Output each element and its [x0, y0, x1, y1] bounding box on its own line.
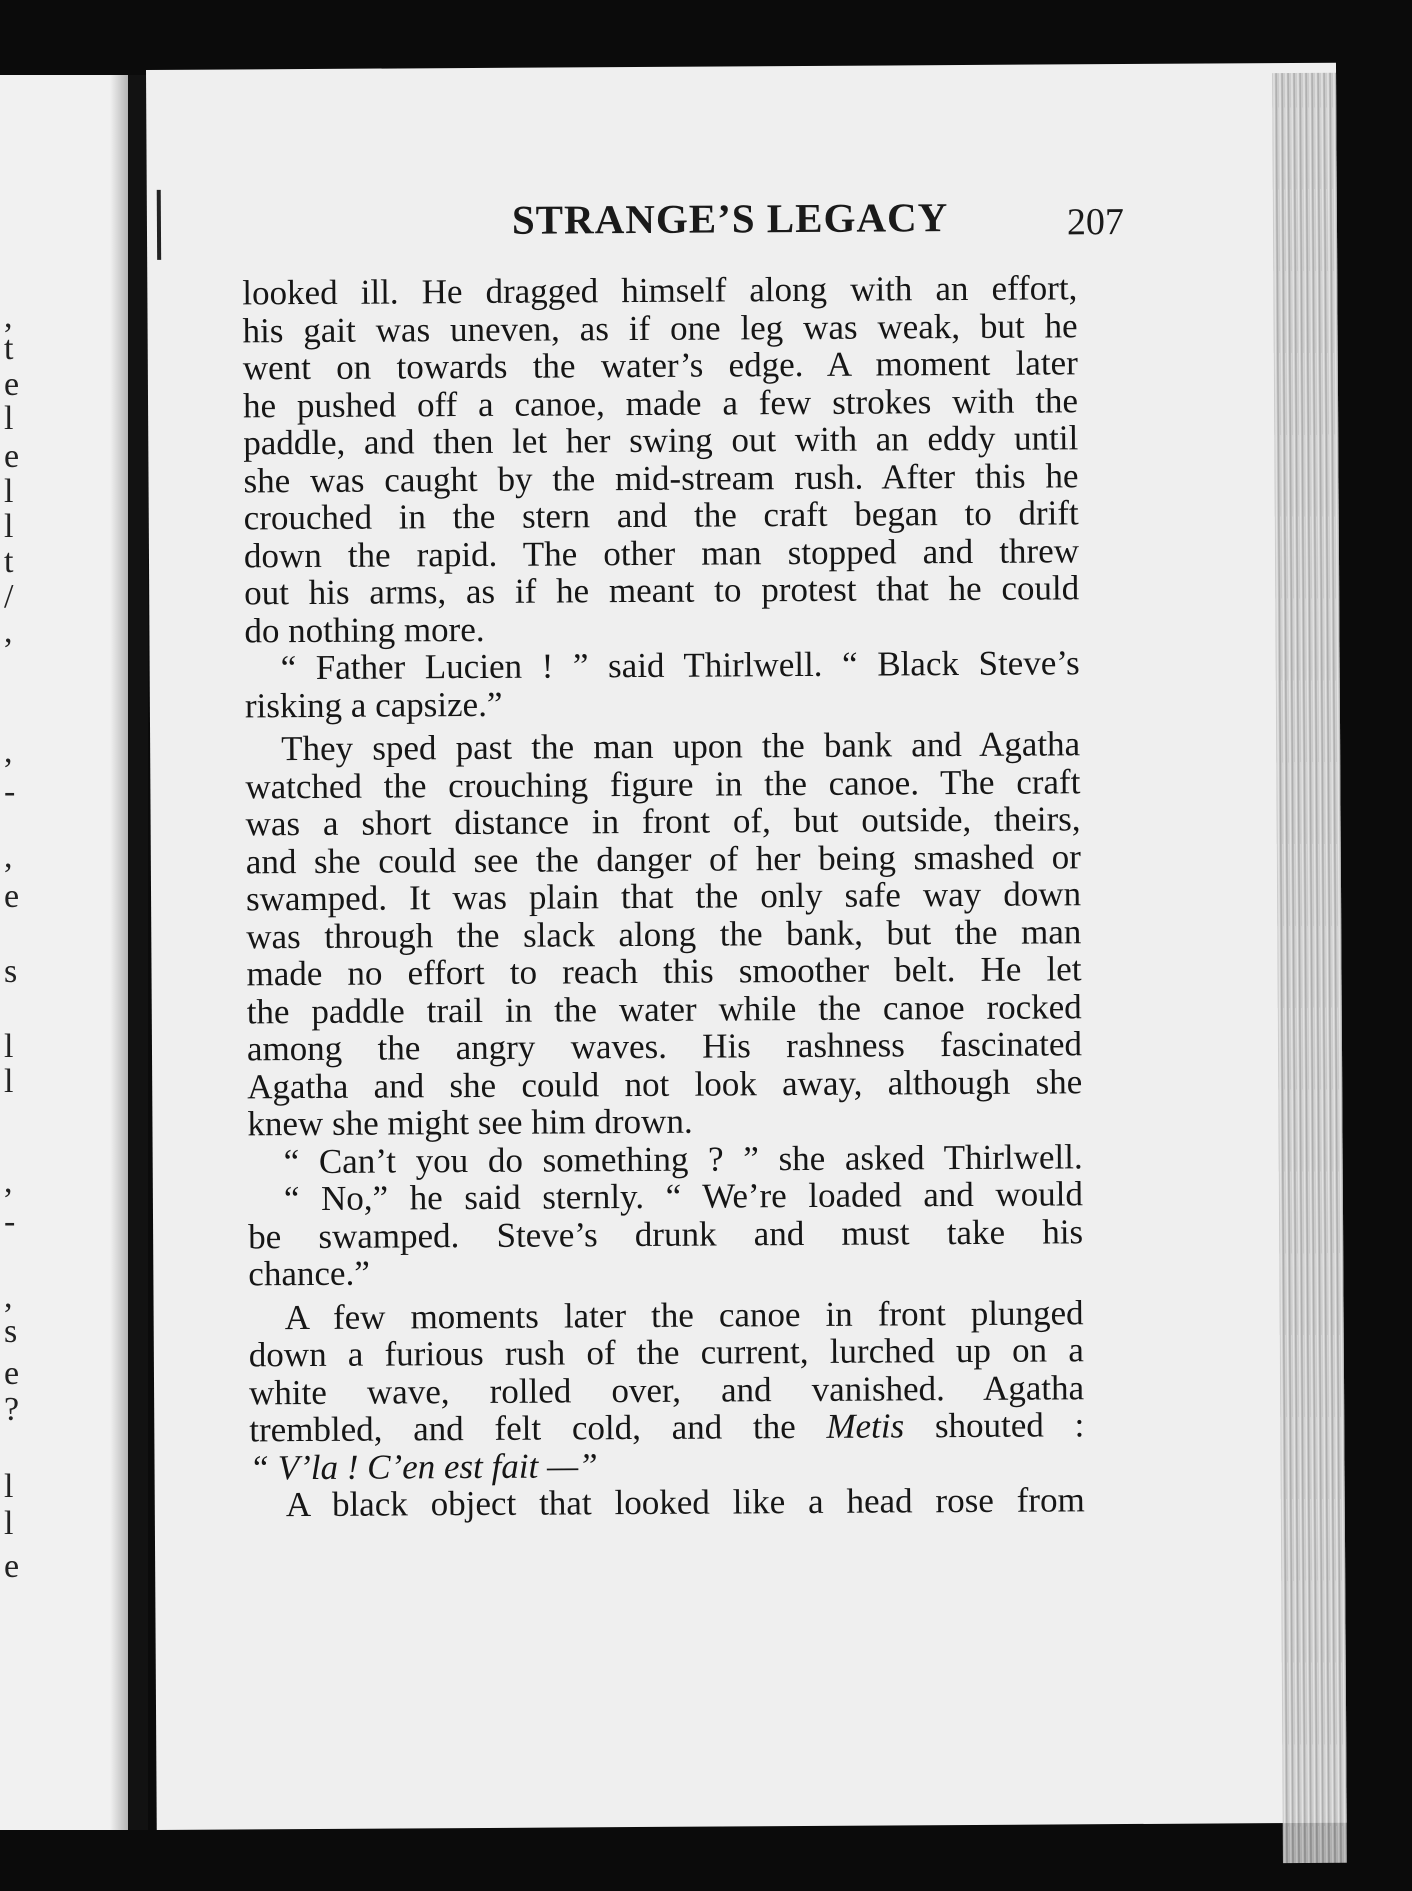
margin-fragment: , — [4, 298, 13, 335]
margin-fragment: l — [4, 1505, 14, 1542]
margin-fragment: s — [4, 953, 18, 990]
text-line: risking a capsize.” — [244, 684, 503, 725]
margin-fragment: - — [4, 773, 16, 810]
margin-fragment: ? — [4, 1391, 20, 1428]
text-line: do nothing more. — [244, 609, 485, 650]
margin-fragment: / — [4, 578, 14, 615]
margin-fragment: e — [4, 1355, 20, 1392]
text-line-with-italic — [249, 1406, 1084, 1449]
text-line: his gait was uneven, as if one leg was weak, but he — [242, 305, 1078, 350]
text-line: “ V’la ! C’en est fait —” — [249, 1445, 598, 1487]
text-line: she was caught by the mid-stream rush. After this he — [243, 455, 1079, 500]
book-binding — [128, 75, 148, 1830]
margin-fragment: , — [4, 838, 13, 875]
page-header — [147, 191, 1337, 258]
margin-fragment: t — [4, 543, 14, 580]
text-line: the paddle trail in the water while the canoe rocked — [246, 986, 1082, 1031]
text-line: out his arms, as if he meant to protest that he could — [244, 568, 1080, 613]
text-line: chance.” — [248, 1253, 370, 1294]
text-line: Agatha and she could not look away, although she — [247, 1061, 1083, 1106]
text-line: crouched in the stern and the craft began to drift — [243, 493, 1079, 538]
margin-fragment: e — [4, 878, 20, 915]
text-line: made no effort to reach this smoother belt. He let — [246, 949, 1082, 994]
margin-fragment: l — [4, 400, 14, 437]
text-line: “ Father Lucien ! ” said Thirlwell. “ Black Steve’s — [280, 643, 1080, 688]
text-line: “ No,” he said sternly. “ We’re loaded and would — [283, 1174, 1084, 1219]
text-line: he pushed off a canoe, made a few strokes with the — [242, 380, 1079, 425]
margin-fragment: s — [4, 1313, 18, 1350]
text-line: was a short distance in front of, but outside, theirs, — [245, 799, 1081, 844]
margin-fragment: , — [4, 733, 13, 770]
text-line: paddle, and then let her swing out with an eddy until — [243, 418, 1079, 463]
text-line: and she could see the danger of her being smashed or — [245, 836, 1081, 881]
margin-fragment: e — [4, 438, 20, 475]
text-line: down the rapid. The other man stopped and threw — [243, 530, 1080, 575]
text-line: A few moments later the canoe in front plunged — [284, 1292, 1084, 1337]
text-line: watched the crouching figure in the canoe. The craft — [245, 761, 1081, 806]
facing-page-left — [0, 75, 128, 1830]
margin-fragment: , — [4, 1163, 13, 1200]
running-head: STRANGE’S LEGACY — [511, 194, 949, 243]
gutter-shadow — [110, 75, 128, 1830]
book-page — [146, 63, 1347, 1830]
margin-fragment: e — [4, 1548, 20, 1585]
text-line: was through the slack along the bank, but the man — [246, 911, 1082, 956]
text-run: shouted : — [934, 1405, 1085, 1446]
margin-fragment: l — [4, 473, 14, 510]
text-line: “ Can’t you do something ? ” she asked Thirlwell. — [283, 1136, 1083, 1181]
text-line: among the angry waves. His rashness fascinated — [246, 1024, 1083, 1069]
italic-word: Metis — [826, 1406, 905, 1446]
margin-fragment: l — [4, 1063, 14, 1100]
margin-fragment: e — [4, 366, 20, 403]
margin-fragment: l — [4, 1468, 14, 1505]
margin-fragment: l — [4, 1028, 14, 1065]
body-text — [242, 269, 1085, 1524]
text-line: A black object that looked like a head rose from — [285, 1480, 1085, 1525]
text-line: down a furious rush of the current, lurched up on a — [248, 1330, 1084, 1375]
text-line: swamped. It was plain that the only safe way down — [245, 874, 1082, 919]
page-number: 207 — [1066, 201, 1125, 244]
margin-fragment: , — [4, 1278, 13, 1315]
text-line: knew she might see him drown. — [247, 1101, 693, 1144]
text-line: white wave, rolled over, and vanished. Agatha — [248, 1367, 1085, 1412]
margin-fragment: - — [4, 1203, 16, 1240]
margin-fragment: t — [4, 330, 14, 367]
text-line: be swamped. Steve’s drunk and must take his — [248, 1211, 1084, 1256]
page-edges — [1272, 73, 1347, 1863]
text-run: trembled, and felt cold, and the — [249, 1407, 796, 1450]
margin-fragment: l — [4, 508, 14, 545]
margin-fragment: , — [4, 613, 13, 650]
text-line: They sped past the man upon the bank and Agatha — [281, 724, 1081, 769]
text-line: went on towards the water’s edge. A moment later — [242, 343, 1078, 388]
text-line: looked ill. He dragged himself along with an effort, — [242, 268, 1078, 313]
